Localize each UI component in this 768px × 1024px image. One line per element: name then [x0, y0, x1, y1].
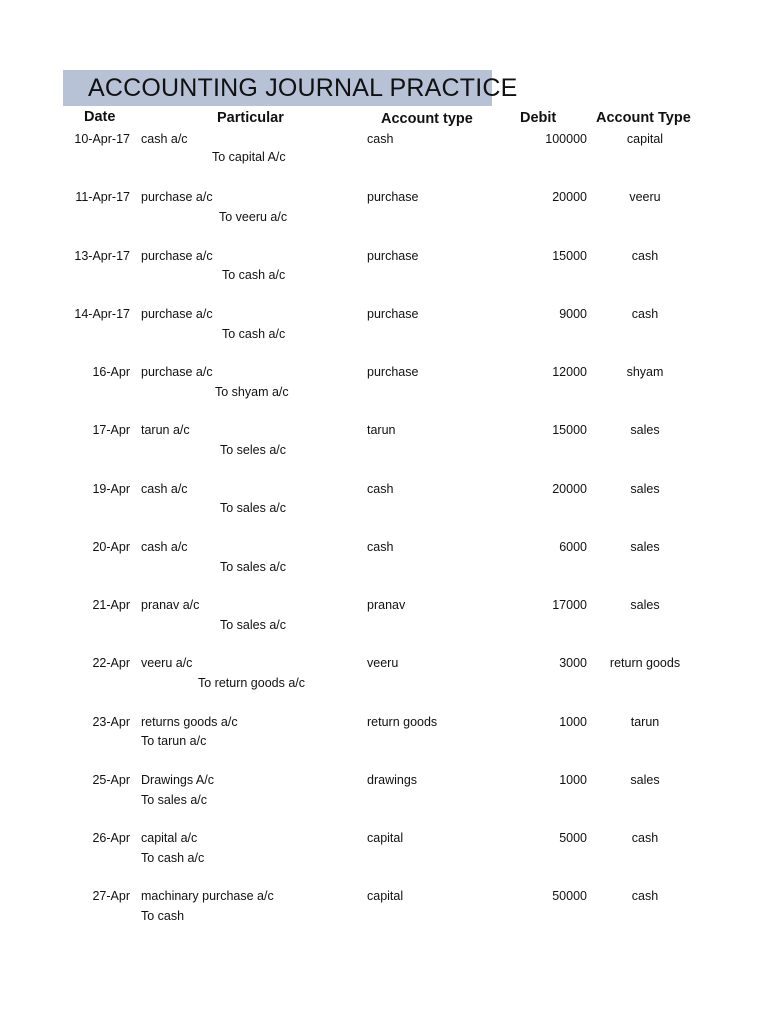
page-title: ACCOUNTING JOURNAL PRACTICE — [88, 73, 518, 102]
entry-credit-particular: To cash a/c — [222, 327, 286, 341]
entry-debit-amount: 1000 — [559, 715, 587, 729]
entry-account-type: drawings — [367, 773, 418, 787]
journal-row — [0, 715, 768, 765]
entry-credit-particular: To sales a/c — [141, 793, 208, 807]
entry-date: 17-Apr — [92, 423, 130, 437]
entry-account-type: purchase — [367, 365, 419, 379]
entry-debit-particular: veeru a/c — [141, 656, 193, 670]
entry-date: 13-Apr-17 — [74, 249, 130, 263]
entry-date: 11-Apr-17 — [75, 190, 130, 204]
entry-account-type: cash — [367, 482, 394, 496]
journal-row — [0, 831, 768, 881]
header-account-type-2: Account Type — [596, 110, 691, 126]
header-date: Date — [84, 109, 116, 125]
entry-debit-amount: 6000 — [559, 540, 587, 554]
journal-row — [0, 656, 768, 706]
entry-credit-account-type: cash — [631, 889, 659, 903]
entry-debit-amount: 15000 — [552, 249, 587, 263]
entry-credit-particular: To shyam a/c — [215, 385, 289, 399]
journal-row — [0, 132, 768, 182]
entry-credit-account-type: sales — [630, 540, 660, 554]
entry-account-type: veeru — [367, 656, 399, 670]
journal-row — [0, 307, 768, 357]
entry-credit-particular: To sales a/c — [220, 501, 287, 515]
entry-account-type: capital — [367, 889, 404, 903]
entry-date: 26-Apr — [92, 831, 130, 845]
entry-debit-amount: 3000 — [559, 656, 587, 670]
entry-date: 25-Apr — [92, 773, 130, 787]
entry-date: 21-Apr — [92, 598, 130, 612]
entry-debit-particular: cash a/c — [141, 540, 188, 554]
entry-credit-particular: To return goods a/c — [198, 676, 306, 690]
entry-debit-particular: Drawings A/c — [141, 773, 214, 787]
entry-credit-particular: To veeru a/c — [219, 210, 288, 224]
entry-date: 27-Apr — [92, 889, 130, 903]
entry-account-type: pranav — [367, 598, 406, 612]
entry-debit-amount: 9000 — [559, 307, 587, 321]
entry-account-type: purchase — [367, 190, 419, 204]
entry-account-type: tarun — [367, 423, 396, 437]
journal-row — [0, 482, 768, 532]
entry-credit-account-type: capital — [626, 132, 664, 146]
entry-debit-particular: purchase a/c — [141, 365, 213, 379]
entry-date: 22-Apr — [92, 656, 130, 670]
entry-credit-particular: To cash a/c — [141, 851, 205, 865]
journal-row — [0, 190, 768, 240]
entry-credit-account-type: tarun — [630, 715, 660, 729]
entry-date: 20-Apr — [92, 540, 130, 554]
entry-date: 10-Apr-17 — [74, 132, 130, 146]
header-account-type: Account type — [381, 111, 473, 127]
header-particular: Particular — [217, 110, 284, 126]
entry-credit-account-type: sales — [630, 598, 660, 612]
entry-credit-account-type: sales — [630, 773, 660, 787]
entry-debit-amount: 50000 — [552, 889, 587, 903]
entry-date: 16-Apr — [92, 365, 130, 379]
entry-credit-account-type: cash — [631, 307, 659, 321]
entry-account-type: purchase — [367, 249, 419, 263]
entry-debit-particular: purchase a/c — [141, 307, 213, 321]
entry-debit-amount: 100000 — [545, 132, 587, 146]
entry-debit-particular: capital a/c — [141, 831, 198, 845]
entry-date: 23-Apr — [92, 715, 130, 729]
entry-debit-amount: 20000 — [552, 190, 587, 204]
entry-credit-account-type: shyam — [626, 365, 664, 379]
entry-credit-account-type: return goods — [609, 656, 681, 670]
entry-debit-particular: cash a/c — [141, 482, 188, 496]
journal-row — [0, 540, 768, 590]
entry-account-type: purchase — [367, 307, 419, 321]
entry-credit-particular: To sales a/c — [220, 618, 287, 632]
journal-row — [0, 365, 768, 415]
entry-credit-account-type: cash — [631, 831, 659, 845]
entry-account-type: capital — [367, 831, 404, 845]
journal-row — [0, 249, 768, 299]
entry-date: 14-Apr-17 — [74, 307, 130, 321]
entry-credit-particular: To cash — [141, 909, 185, 923]
entry-account-type: cash — [367, 540, 394, 554]
entry-debit-amount: 15000 — [552, 423, 587, 437]
entry-credit-particular: To tarun a/c — [141, 734, 207, 748]
entry-credit-account-type: veeru — [629, 190, 661, 204]
entry-debit-particular: purchase a/c — [141, 190, 213, 204]
entry-debit-particular: tarun a/c — [141, 423, 190, 437]
entry-debit-amount: 17000 — [552, 598, 587, 612]
entry-debit-amount: 5000 — [559, 831, 587, 845]
entry-credit-particular: To capital A/c — [212, 150, 286, 164]
header-debit: Debit — [520, 110, 557, 126]
entry-date: 19-Apr — [92, 482, 130, 496]
entry-account-type: return goods — [367, 715, 438, 729]
entry-debit-particular: returns goods a/c — [141, 715, 238, 729]
journal-row — [0, 598, 768, 648]
entry-debit-particular: cash a/c — [141, 132, 188, 146]
entry-account-type: cash — [367, 132, 394, 146]
entry-credit-account-type: sales — [630, 482, 660, 496]
entry-debit-particular: machinary purchase a/c — [141, 889, 274, 903]
journal-row — [0, 889, 768, 939]
journal-row — [0, 773, 768, 823]
journal-row — [0, 423, 768, 473]
entry-debit-particular: purchase a/c — [141, 249, 213, 263]
entry-credit-particular: To sales a/c — [220, 560, 287, 574]
title-banner — [63, 70, 518, 106]
table-header — [0, 109, 768, 129]
entry-credit-particular: To cash a/c — [222, 268, 286, 282]
entry-debit-amount: 12000 — [552, 365, 587, 379]
entry-debit-amount: 20000 — [552, 482, 587, 496]
entry-credit-particular: To seles a/c — [220, 443, 287, 457]
entry-debit-amount: 1000 — [559, 773, 587, 787]
entry-debit-particular: pranav a/c — [141, 598, 200, 612]
entry-credit-account-type: cash — [631, 249, 659, 263]
entry-credit-account-type: sales — [630, 423, 660, 437]
